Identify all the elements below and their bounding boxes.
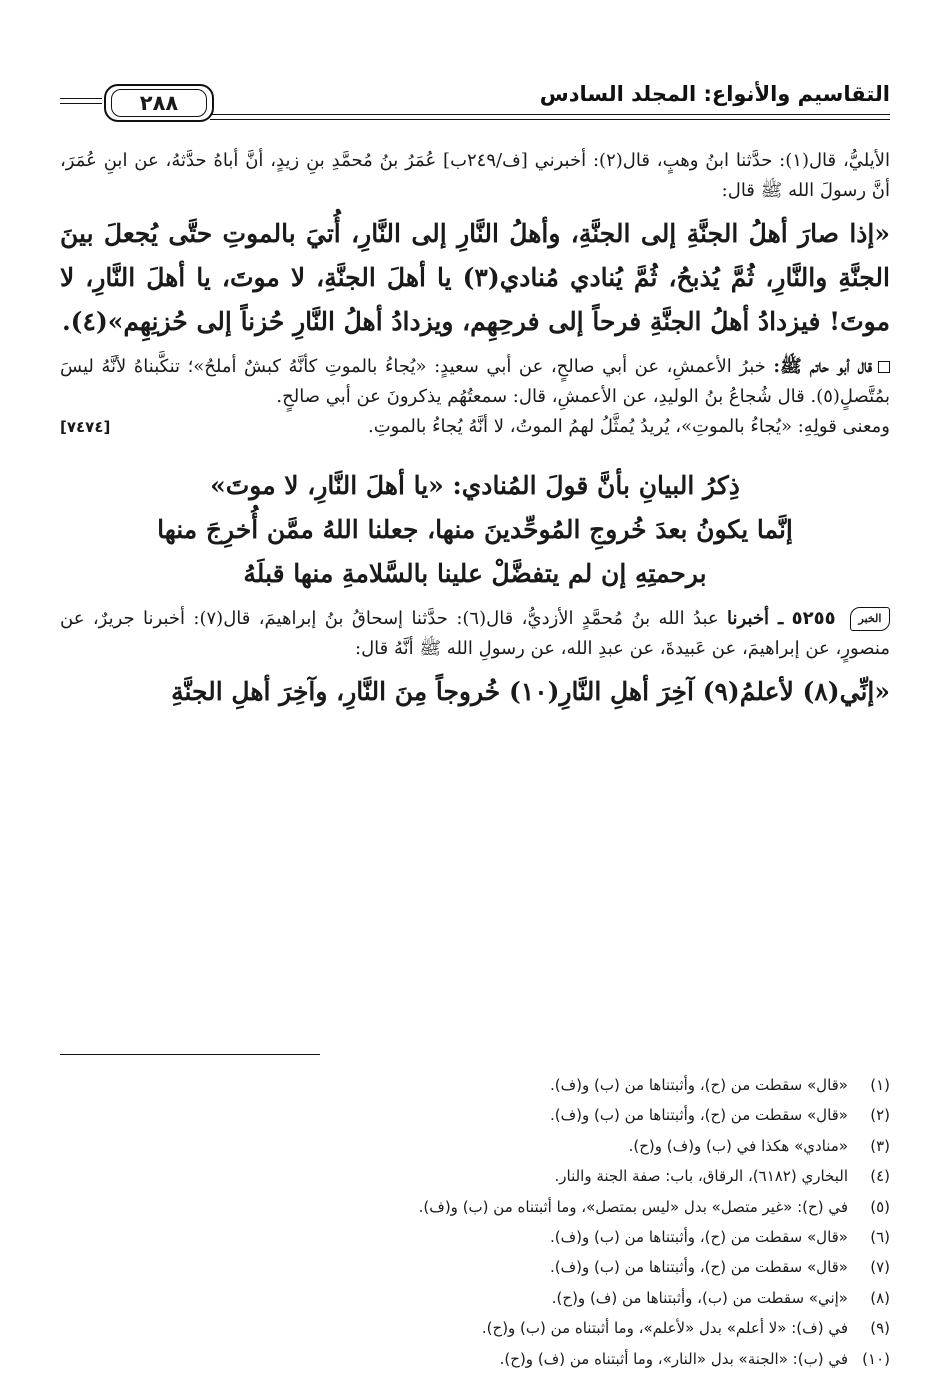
page-header <box>60 80 890 130</box>
footnote-text: في (ب): «الجنة» بدل «النار»، وما أثبتناه من (ف) و(ح). <box>499 1349 848 1368</box>
footnote-number: (١) <box>870 1076 890 1094</box>
commentary <box>60 352 890 412</box>
meaning-text: ومعنى قولِهِ: «يُجاءُ بالموتِ»، يُريدُ يُمثَّلُ لهمُ الموتُ، لا أنَّهُ يُجاءُ بالموتِ. <box>368 416 890 437</box>
footnotes <box>60 1070 890 1374</box>
isnad-1: الأيليُّ، قال(١): حدَّثنا ابنُ وهبٍ، قال(٢): أخبرني [ف/٢٤٩ب] عُمَرُ بنُ مُحمَّدِ بنِ زيدٍ، أنَّ أباهُ حدَّثهُ، عن ابنِ عُمَرَ، أنَّ رسولَ الله ﷺ قال: <box>60 150 891 201</box>
commentary-lead: قال أبو حاتم ﷺ: <box>773 356 873 377</box>
footnote-number: (٧) <box>870 1258 890 1277</box>
footnote-number: (٥) <box>870 1197 890 1216</box>
chapter-line: برحمتِهِ إن لم يتفضَّلْ علينا بالسَّلامةِ منها قبلَهُ <box>243 559 707 588</box>
footnote-number: (٦) <box>870 1228 890 1247</box>
footnote-text: «إني» سقطت من (ب)، وأثبتناها من (ف) و(ح). <box>551 1288 848 1307</box>
footnote-text: في (ح): «غير متصل» بدل «ليس بمتصل»، وما أثبتناه من (ب) و(ف). <box>418 1197 848 1216</box>
running-title: التقاسيم والأنواع: المجلد السادس <box>539 82 890 106</box>
hadith-number: ٥٢٥٥ <box>791 608 836 629</box>
commentary-text: خبرُ الأعمشِ، عن أبي صالحٍ، عن أبي سعيدٍ: «يُجاءُ بالموتِ كأنَّهُ كبشٌ أملحُ»؛ تنكَّبناهُ لأنَّهُ ليسَ بمُتَّصلٍ(٥). قال شُجاعُ بنُ الوليدِ، عن الأعمشِ، قال: سمعتُهُم يذكرونَ عن أبي صالحٍ. <box>60 356 890 407</box>
footnote-text: «قال» سقطت من (ح)، وأثبتناها من (ب) و(ف). <box>549 1106 848 1125</box>
footnote <box>60 1161 890 1191</box>
footnote <box>60 1131 890 1161</box>
footnote-number: (١٠) <box>862 1349 890 1368</box>
hadith-1: «إذا صارَ أهلُ الجنَّةِ إلى الجنَّةِ، وأهلُ النَّارِ إلى النَّارِ، أُتيَ بالموتِ حتَّى يُجعلَ بينَ الجنَّةِ والنَّارِ، ثُمَّ يُذبحُ، ثُمَّ يُنادي مُنادي(٣) يا أهلَ الجنَّةِ، لا موتَ، يا أهلَ النَّارِ، لا موتَ! فيزدادُ أهلُ الجنَّةِ فرحاً إلى فرحِهِم، ويزدادُ أهلُ النَّارِ حُزناً إلى حُزنِهِم»(٤). <box>60 219 890 336</box>
main-text <box>60 146 890 714</box>
footnote-text: في (ف): «لا أعلم» بدل «لأعلم»، وما أثبتناه من (ب) و(ح). <box>481 1319 848 1338</box>
header-left-rule <box>60 98 102 104</box>
footnote-text: «قال» سقطت من (ح)، وأثبتناها من (ب) و(ف). <box>549 1228 848 1247</box>
footnote-rule <box>60 1054 320 1055</box>
square-marker-icon <box>878 361 890 373</box>
khabar-ornament-icon: الخبر <box>850 607 890 631</box>
chapter-line: ذِكرُ البيانِ بأنَّ قولَ المُنادي: «يا أهلَ النَّارِ، لا موتَ» <box>210 471 740 500</box>
meaning-paragraph <box>60 412 890 442</box>
header-rule <box>210 114 890 120</box>
isnad-2-text: عبدُ الله بنُ مُحمَّدٍ الأزديُّ، قال(٦): حدَّثنا إسحاقُ بنُ إبراهيمَ، قال(٧): أخبرنا جريرٌ، عن منصورٍ، عن إبراهيمَ، عن عَبيدةَ، عن عبدِ الله، عن رسولِ الله ﷺ أنَّهُ قال: <box>60 608 890 659</box>
hadith-2: «إنِّي(٨) لأعلمُ(٩) آخِرَ أهلِ النَّارِ(١٠) خُروجاً مِنَ النَّارِ، وآخِرَ أهلِ الجنَّةِ <box>171 677 890 706</box>
footnote-number: (٨) <box>870 1288 890 1307</box>
chapter-heading <box>60 464 890 596</box>
footnote-text: «قال» سقطت من (ح)، وأثبتناها من (ب) و(ف). <box>549 1076 848 1094</box>
footnote <box>60 1222 890 1252</box>
footnote-number: (٩) <box>870 1319 890 1338</box>
footnote-text: «قال» سقطت من (ح)، وأثبتناها من (ب) و(ف). <box>549 1258 848 1277</box>
footnote <box>60 1283 890 1313</box>
footnote <box>60 1192 890 1222</box>
page-number: ٢٨٨ <box>111 89 207 117</box>
footnote-text: «منادي» هكذا في (ب) و(ف) و(ح). <box>628 1136 848 1155</box>
chapter-line: إنَّما يكونُ بعدَ خُروجِ المُوحِّدينَ منها، جعلنا اللهُ ممَّن أُخرِجَ منها <box>157 515 793 544</box>
footnote <box>60 1070 890 1100</box>
footnote-text: البخاري (٦١٨٢)، الرقاق، باب: صفة الجنة والنار. <box>554 1167 848 1186</box>
footnote <box>60 1252 890 1282</box>
footnote <box>60 1100 890 1130</box>
reference-number: [٧٤٧٤] <box>60 418 111 436</box>
footnote <box>60 1313 890 1343</box>
footnote-number: (٤) <box>870 1167 890 1186</box>
page-number-frame <box>104 84 214 122</box>
isnad-2 <box>60 604 890 664</box>
footnote-number: (٢) <box>870 1106 890 1125</box>
footnote <box>60 1344 890 1374</box>
isnad-2-lead: ـ أخبرنا <box>727 608 784 629</box>
footnote-number: (٣) <box>870 1136 890 1155</box>
